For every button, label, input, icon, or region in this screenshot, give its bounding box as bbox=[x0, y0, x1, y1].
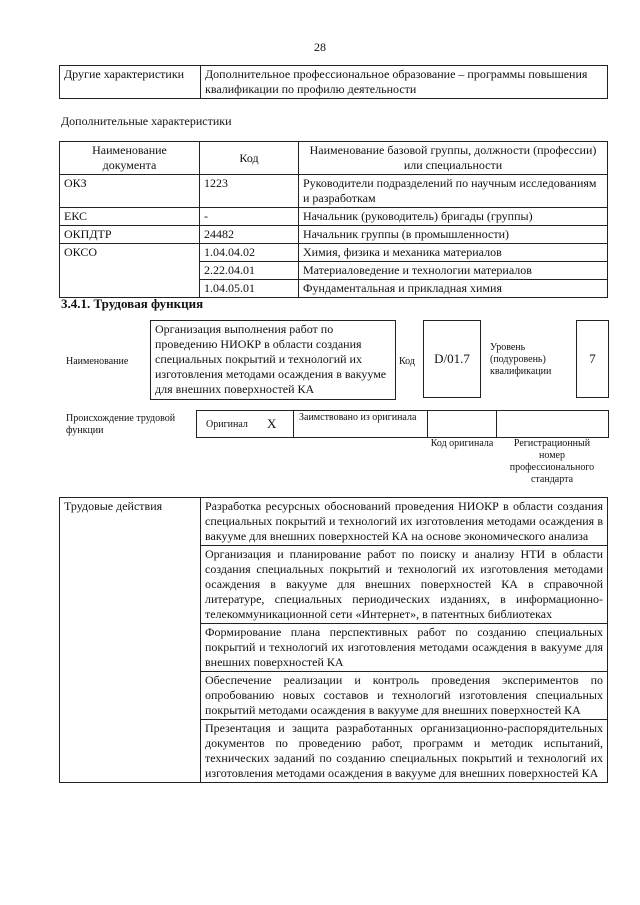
table-row bbox=[60, 226, 608, 244]
name-cell: Материаловедение и технологии материалов bbox=[299, 262, 608, 280]
other-characteristics-table bbox=[59, 65, 608, 99]
code-cell: 1.04.05.01 bbox=[200, 280, 299, 298]
doc-cell: ОКСО bbox=[60, 244, 200, 298]
origin-borrowed-cell bbox=[293, 410, 428, 438]
table-row bbox=[60, 498, 608, 546]
original-mark: X bbox=[267, 416, 277, 431]
header-document: Наименование документа bbox=[60, 142, 200, 175]
work-action-item: Презентация и защита разработанных организационно-распорядительных документов по проведению работ, программ и методик испытаний, технических заданий по созданию специальных покрытий и технологий их изготовления методами осаждения в вакууме для внешних поверхностей КА bbox=[201, 720, 608, 783]
section-title: 3.4.1. Трудовая функция bbox=[61, 296, 204, 311]
work-action-item: Разработка ресурсных обоснований проведения НИОКР в области создания специальных покрытий и технологий их изготовления методами осаждения в вакууме для внешних поверхностей КА на основе экономического анализа bbox=[201, 498, 608, 546]
code-cell: 1.04.04.02 bbox=[200, 244, 299, 262]
work-action-item: Организация и планирование работ по поиску и анализу НТИ в области создания специальных покрытий и технологий их изготовления методами осаждения в вакууме для внешних поверхностей КА в справочной литературе, специальных периодических изданиях, в информационно-телекоммуникационной сети «Интернет», в патентных библиотеках bbox=[201, 546, 608, 624]
function-code-box bbox=[423, 320, 481, 398]
table-row bbox=[60, 175, 608, 208]
additional-characteristics-table bbox=[59, 141, 608, 298]
other-characteristics-value: Дополнительное профессиональное образование – программы повышения квалификации по профилю деятельности bbox=[201, 66, 608, 99]
name-cell: Фундаментальная и прикладная химия bbox=[299, 280, 608, 298]
other-characteristics-label: Другие характеристики bbox=[60, 66, 201, 99]
reg-number-label: Регистрационный номер профессионального стандарта bbox=[509, 438, 595, 485]
code-original-label: Код оригинала bbox=[430, 438, 494, 449]
page-number: 28 bbox=[314, 40, 326, 54]
level-label: Уровень (подуровень) квалификации bbox=[490, 342, 552, 377]
name-cell: Руководители подразделений по научным исследованиям и разработкам bbox=[299, 175, 608, 208]
header-group-name: Наименование базовой группы, должности (профессии) или специальности bbox=[299, 142, 608, 175]
table-row bbox=[60, 208, 608, 226]
work-actions-label: Трудовые действия bbox=[60, 498, 201, 783]
level-value: 7 bbox=[589, 351, 596, 366]
code-original-cell bbox=[427, 410, 497, 438]
name-label: Наименование bbox=[66, 356, 129, 367]
code-cell: - bbox=[200, 208, 299, 226]
additional-characteristics-title: Дополнительные характеристики bbox=[61, 114, 232, 128]
code-label: Код bbox=[399, 356, 415, 367]
borrowed-label: Заимствовано из оригинала bbox=[299, 412, 417, 423]
function-name-value: Организация выполнения работ по проведению НИОКР в области создания специальных покрытий и технологий их изготовления методами осаждения в вакууме для внешних поверхностей КА bbox=[155, 322, 387, 396]
code-cell: 1223 bbox=[200, 175, 299, 208]
code-cell: 24482 bbox=[200, 226, 299, 244]
function-code-value: D/01.7 bbox=[434, 351, 470, 366]
work-action-item: Формирование плана перспективных работ по созданию специальных покрытий и технологий их изготовления методами осаждения в вакууме для внешних поверхностей КА bbox=[201, 624, 608, 672]
origin-label: Происхождение трудовой функции bbox=[66, 413, 176, 436]
code-cell: 2.22.04.01 bbox=[200, 262, 299, 280]
doc-cell: ОКПДТР bbox=[60, 226, 200, 244]
header-code: Код bbox=[200, 142, 299, 175]
name-cell: Химия, физика и механика материалов bbox=[299, 244, 608, 262]
work-action-item: Обеспечение реализации и контроль проведения экспериментов по опробованию новых составов и технологий изготовления специальных покрытий методами осаждения в вакууме для внешних поверхностей КА bbox=[201, 672, 608, 720]
doc-cell: ЕКС bbox=[60, 208, 200, 226]
level-box bbox=[576, 320, 609, 398]
original-label: Оригинал bbox=[206, 419, 248, 430]
function-name-box bbox=[150, 320, 396, 400]
reg-number-cell bbox=[496, 410, 609, 438]
table-row bbox=[60, 244, 608, 262]
name-cell: Начальник группы (в промышленности) bbox=[299, 226, 608, 244]
name-cell: Начальник (руководитель) бригады (группы) bbox=[299, 208, 608, 226]
doc-cell: ОКЗ bbox=[60, 175, 200, 208]
work-actions-table bbox=[59, 497, 608, 783]
origin-original-cell bbox=[196, 410, 294, 438]
